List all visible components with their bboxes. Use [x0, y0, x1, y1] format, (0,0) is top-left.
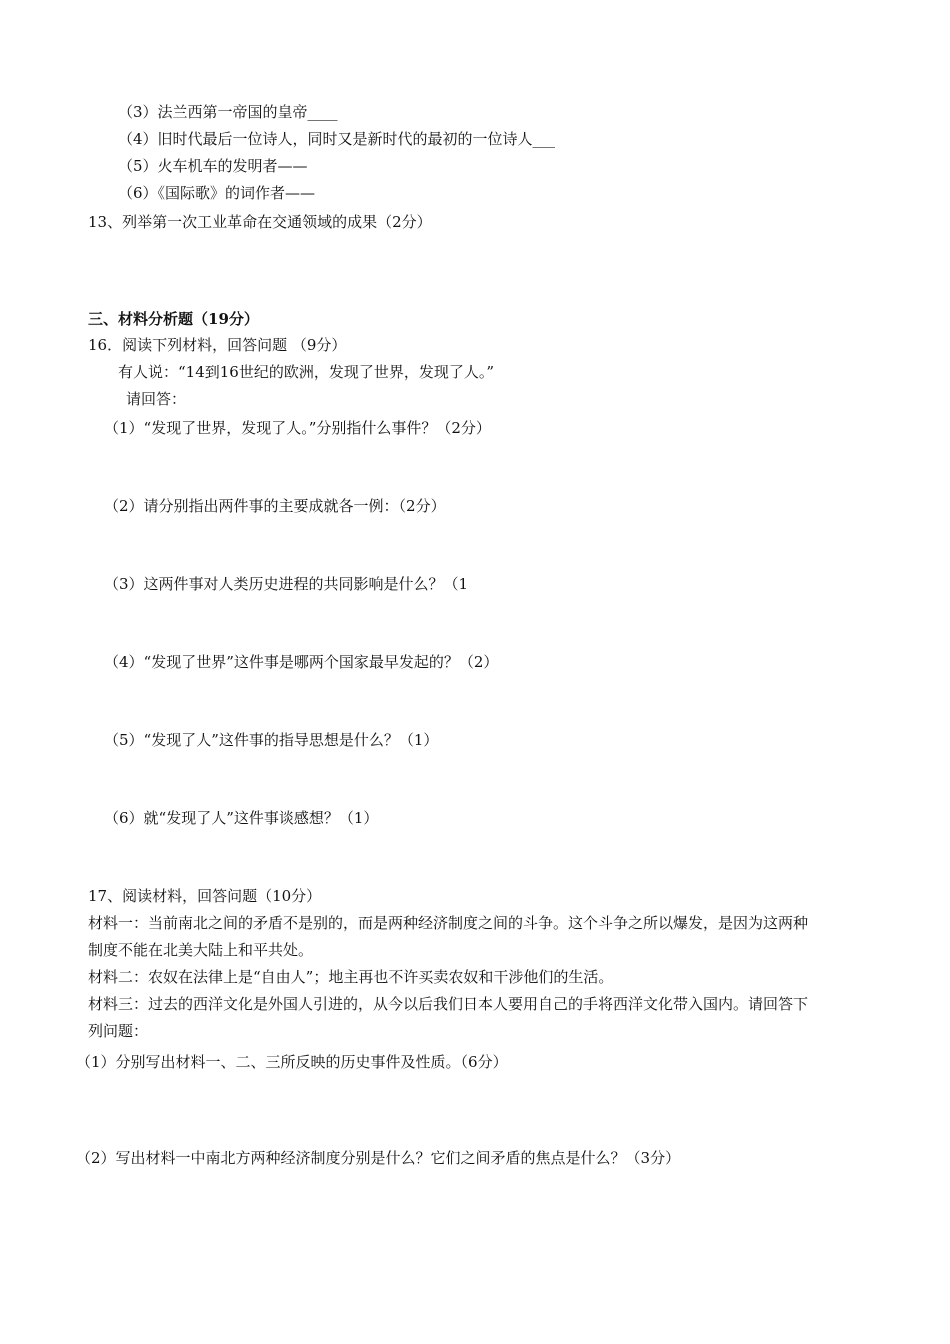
question-16-sub-5: （5）“发现了人”这件事的指导思想是什么？（1）: [104, 731, 439, 749]
question-16-sub-1: （1）“发现了世界，发现了人。”分别指什么事件？（2分）: [104, 419, 491, 437]
section-heading: 三、材料分析题（19分）: [88, 310, 259, 328]
question-17-material-3-line-2: 列问题：: [88, 1022, 149, 1040]
question-16-title: 16．阅读下列材料，回答问题 （9分）: [88, 336, 347, 354]
fill-item-5: （5）火车机车的发明者——: [118, 157, 308, 175]
question-17-material-1-line-2: 制度不能在北美大陆上和平共处。: [88, 941, 314, 959]
question-17-sub-1: （1）分别写出材料一、二、三所反映的历史事件及性质。（6分）: [76, 1053, 508, 1071]
question-17-material-2: 材料二：农奴在法律上是“自由人”；地主再也不许买卖农奴和干涉他们的生活。: [88, 968, 614, 986]
question-17-material-3-line-1: 材料三：过去的西洋文化是外国人引进的，从今以后我们日本人要用自己的手将西洋文化带入国内。请回答下: [88, 995, 809, 1013]
fill-item-4: （4）旧时代最后一位诗人，同时又是新时代的最初的一位诗人___: [118, 130, 556, 148]
question-16-sub-3: （3）这两件事对人类历史进程的共同影响是什么？（1: [104, 575, 469, 593]
question-16-sub-6: （6）就“发现了人”这件事谈感想？（1）: [104, 809, 379, 827]
question-16-sub-4: （4）“发现了世界”这件事是哪两个国家最早发起的？（2）: [104, 653, 499, 671]
fill-item-3: （3）法兰西第一帝国的皇帝____: [118, 103, 338, 121]
question-17-title: 17、阅读材料，回答问题（10分）: [88, 887, 322, 905]
question-13: 13、列举第一次工业革命在交通领域的成果（2分）: [88, 213, 432, 231]
question-16-sub-2: （2）请分别指出两件事的主要成就各一例：（2分）: [104, 497, 446, 515]
question-17-sub-2: （2）写出材料一中南北方两种经济制度分别是什么？它们之间矛盾的焦点是什么？（3分）: [76, 1149, 681, 1167]
question-17-material-1-line-1: 材料一：当前南北之间的矛盾不是别的，而是两种经济制度之间的斗争。这个斗争之所以爆发，是因为这两种: [88, 914, 809, 932]
question-16-material: 有人说：“14到16世纪的欧洲，发现了世界，发现了人。”: [118, 363, 495, 381]
question-16-prompt: 请回答：: [126, 390, 187, 408]
fill-item-6: （6）《国际歌》的词作者——: [118, 184, 316, 202]
